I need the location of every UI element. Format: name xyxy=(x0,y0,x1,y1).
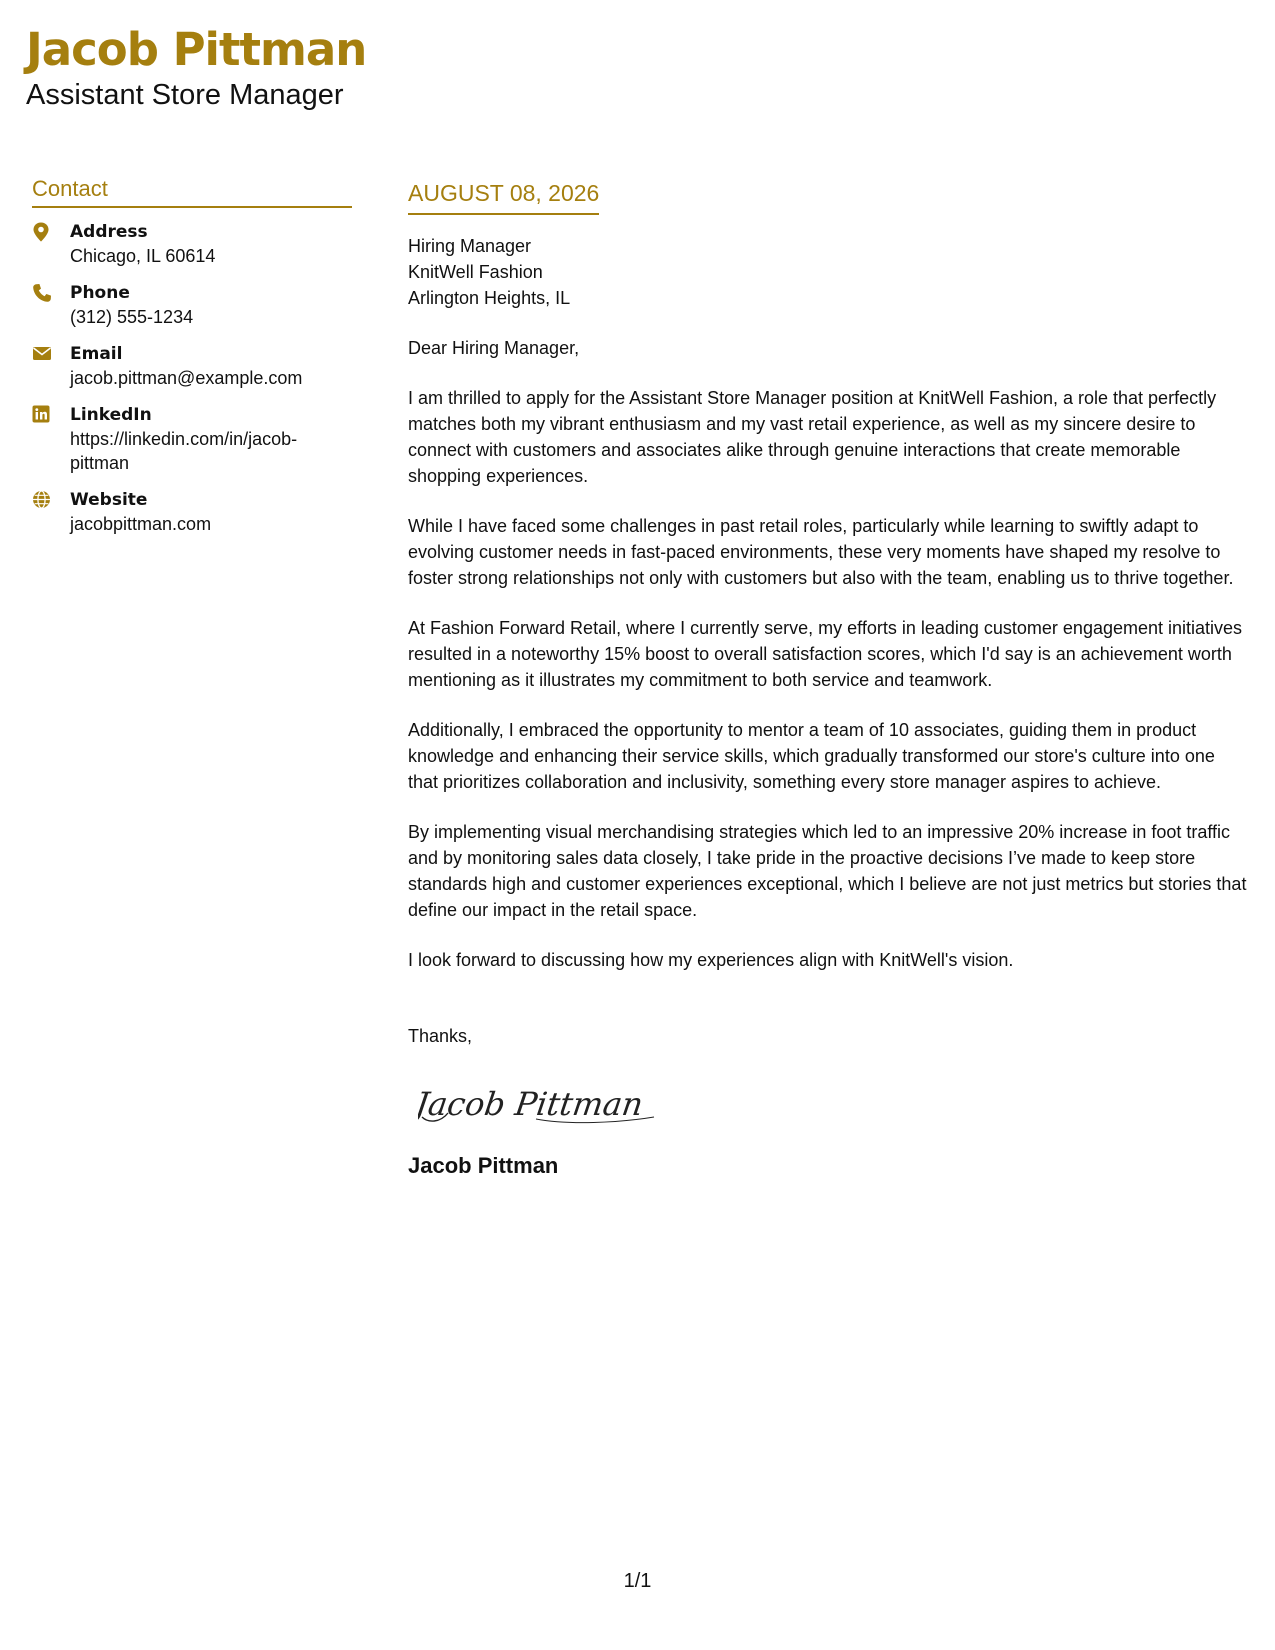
contact-item-email xyxy=(32,342,352,390)
salutation: Dear Hiring Manager, xyxy=(408,338,580,358)
letter-paragraph: I am thrilled to apply for the Assistant Store Manager position at KnitWell Fashion, a role that perfectly matches both my vibrant enthusiasm and my vast retail experience, as well as my sincere desire to connect with customers and associates alike through genuine interactions that create memorable shopping experiences. xyxy=(408,388,1217,486)
page-number: 1/1 xyxy=(623,1570,652,1592)
letter-paragraph: Additionally, I embraced the opportunity to mentor a team of 10 associates, guiding them in product knowledge and enhancing their service skills, which gradually transformed our store's culture into one that prioritizes collaboration and inclusivity, something every store manager aspires to achieve. xyxy=(408,720,1215,792)
contact-label: Address xyxy=(70,222,148,242)
job-title: Assistant Store Manager xyxy=(26,79,344,111)
letter-paragraph: By implementing visual merchandising strategies which led to an impressive 20% increase in foot traffic and by monitoring sales data closely, I take pride in the proactive decisions I’ve made to keep store standards high and customer experiences exceptional, which I believe are not just metrics but stories that define our impact in the retail space. xyxy=(408,822,1247,920)
contact-label: Email xyxy=(70,344,123,364)
svg-text:Jacob Pittman: Jacob Pittman xyxy=(418,1085,646,1123)
handwritten-signature xyxy=(418,1073,1248,1131)
signer-name: Jacob Pittman xyxy=(408,1153,559,1178)
contact-value: https://linkedin.com/in/jacob-pittman xyxy=(70,429,298,473)
page-header xyxy=(26,22,366,112)
phone-icon xyxy=(32,281,70,303)
letter-body xyxy=(408,176,1248,1179)
envelope-icon xyxy=(32,342,70,362)
contact-value: Chicago, IL 60614 xyxy=(70,246,216,266)
globe-icon xyxy=(32,488,70,509)
letter-paragraph: At Fashion Forward Retail, where I currently serve, my efforts in leading customer engagement initiatives resulted in a noteworthy 15% boost to overall satisfaction scores, which I'd say is an achievement worth mentioning as it illustrates my commitment to both service and teamwork. xyxy=(408,618,1243,690)
recipient-line: KnitWell Fashion xyxy=(408,262,543,282)
contact-item-phone xyxy=(32,281,352,329)
letter-paragraph: I look forward to discussing how my experiences align with KnitWell's vision. xyxy=(408,950,1014,970)
contact-label: Website xyxy=(70,490,148,510)
contact-value: (312) 555-1234 xyxy=(70,307,194,327)
letter-paragraph: While I have faced some challenges in past retail roles, particularly while learning to swiftly adapt to evolving customer needs in fast-paced environments, these very moments have shaped my resolve to foster strong relationships not only with customers but also with the team, enabling us to thrive together. xyxy=(408,516,1234,588)
contact-value: jacobpittman.com xyxy=(70,514,212,534)
recipient-line: Arlington Heights, IL xyxy=(408,288,571,308)
contact-sidebar xyxy=(32,176,352,549)
location-pin-icon xyxy=(32,220,70,242)
letter-date: AUGUST 08, 2026 xyxy=(408,180,599,215)
recipient-block xyxy=(408,233,1248,311)
contact-value: jacob.pittman@example.com xyxy=(70,368,303,388)
letter-closing: Thanks, xyxy=(408,1026,473,1046)
contact-label: LinkedIn xyxy=(70,405,152,425)
contact-item-address xyxy=(32,220,352,268)
contact-item-linkedin xyxy=(32,403,352,475)
applicant-name: Jacob Pittman xyxy=(26,23,367,76)
contact-item-website xyxy=(32,488,352,536)
contact-label: Phone xyxy=(70,283,130,303)
contact-heading: Contact xyxy=(32,176,352,208)
linkedin-icon xyxy=(32,403,70,423)
recipient-line: Hiring Manager xyxy=(408,236,532,256)
